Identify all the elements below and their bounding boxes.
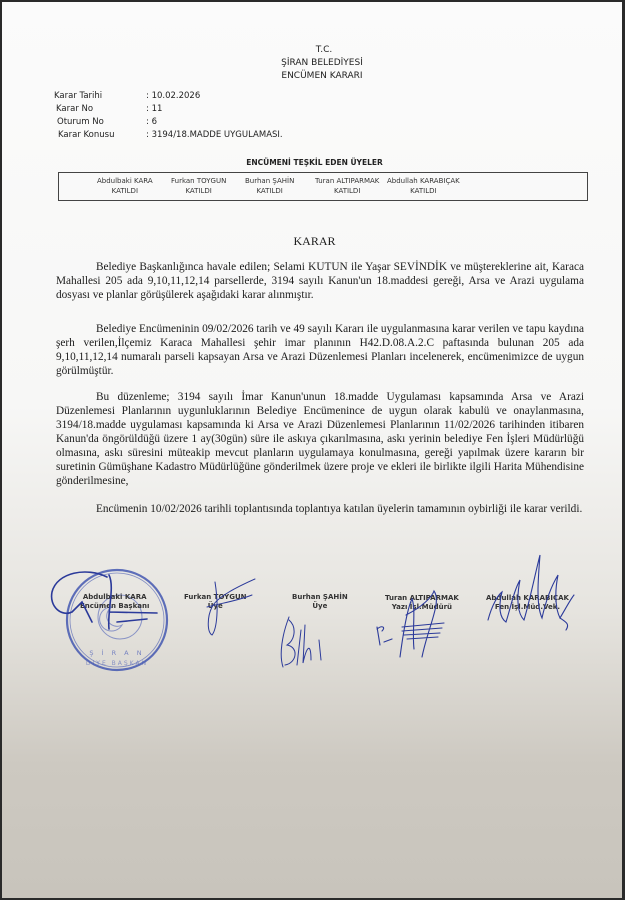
member-item xyxy=(387,176,460,196)
signature-role: Fen İşl.Müd.Vek. xyxy=(494,603,561,611)
meta-label: Karar Tarihi xyxy=(54,91,103,101)
meta-label: Karar Konusu xyxy=(58,130,115,140)
meta-value: : 6 xyxy=(146,117,157,127)
meta-karar-tarihi xyxy=(54,90,200,102)
meta-label: Oturum No xyxy=(57,117,104,127)
decision-paragraph-4 xyxy=(56,502,584,516)
signature-ink-member-4 xyxy=(480,550,580,635)
signature-name: Burhan ŞAHİN xyxy=(292,593,348,601)
signature-name: Turan ALTIPARMAK xyxy=(385,594,459,602)
header-tc: T.C. xyxy=(315,45,333,55)
member-status: KATILDI xyxy=(185,187,212,195)
decision-title: KARAR xyxy=(293,234,336,248)
signature-role: Üye xyxy=(207,602,223,610)
header-municipality: ŞİRAN BELEDİYESİ xyxy=(281,58,363,68)
members-title: ENCÜMENİ TEŞKİL EDEN ÜYELER xyxy=(246,158,383,167)
member-status: KATILDI xyxy=(410,187,437,195)
member-item xyxy=(245,176,294,196)
members-box xyxy=(58,172,588,201)
member-name: Turan ALTIPARMAK xyxy=(315,177,380,185)
member-status: KATILDI xyxy=(256,187,283,195)
signature-ink-member-2 xyxy=(277,615,327,670)
meta-karar-konusu xyxy=(58,129,283,141)
decision-paragraph-1 xyxy=(56,260,584,302)
signature-name: Furkan TOYGUN xyxy=(184,593,247,601)
member-name: Furkan TOYGUN xyxy=(171,177,227,185)
paragraph-text: Belediye Encümeninin 09/02/2026 tarih ve 49 sayılı Kararı ile uygulanmasına karar verilen ve tapu kaydına şerh verilen,İlçemiz Karaca Mahallesi şehir imar planının H42.D.08.A.2.C paftasında bulunan 205 ada 9,10,11,12,14 numaralı parseli kapsayan Arsa ve Arazi Düzenlemesi Planları incelenerek, encümenimizce de uygun görülmüştür. xyxy=(56,323,584,377)
signature-ink-member-1 xyxy=(197,577,257,637)
document-page xyxy=(2,2,622,898)
stamp-text: DİYE BAŞKAN xyxy=(85,660,149,667)
meta-value: : 10.02.2026 xyxy=(146,91,201,101)
meta-karar-no xyxy=(56,103,162,115)
decision-paragraph-2 xyxy=(56,322,584,378)
member-item xyxy=(171,176,226,196)
member-name: Abdulbaki KARA xyxy=(97,177,153,185)
signature-name: Abdullah KARABIÇAK xyxy=(486,594,569,602)
member-item xyxy=(97,176,153,196)
header-doc-type: ENCÜMEN KARARI xyxy=(281,71,363,81)
meta-value: : 3194/18.MADDE UYGULAMASI. xyxy=(146,130,283,140)
member-status: KATILDI xyxy=(333,187,361,195)
member-status: KATILDI xyxy=(111,187,139,195)
signature-ink-member-3 xyxy=(372,587,452,662)
meta-label: Karar No xyxy=(56,104,94,114)
signature-ink-chair xyxy=(47,567,187,647)
member-name: Abdullah KARABIÇAK xyxy=(387,177,460,185)
stamp-text: Ş İ R A N xyxy=(89,649,145,657)
meta-value: : 11 xyxy=(146,104,163,114)
meta-oturum-no xyxy=(57,116,157,128)
signature-name: Abdulbaki KARA xyxy=(82,593,147,601)
signature-role: Üye xyxy=(312,602,328,610)
paragraph-text: Encümenin 10/02/2026 tarihli toplantısında toplantıya katılan üyelerin tamamının oybirliği ile karar verildi. xyxy=(96,503,583,515)
signature-block-member-2 xyxy=(292,593,348,611)
signature-role: Encümen Başkanı xyxy=(80,602,150,610)
signature-role: Yazı İşl.Müdürü xyxy=(391,603,453,611)
paragraph-text: Belediye Başkanlığınca havale edilen; Selami KUTUN ile Yaşar SEVİNDİK ve müştereklerine ait, Karaca Mahallesi 205 ada 9,10,11,12,14 parsellerde, 3194 sayılı Kanun'un 18.maddesi gereği, Arsa ve Arazi uygulama dosyası ve planlar görüşülerek aşağıdaki karar alınmıştır. xyxy=(56,261,584,301)
paragraph-text: Bu düzenleme; 3194 sayılı İmar Kanun'unun 18.madde Uygulaması kapsamında Arsa ve Arazi Düzenlemesi Planlarının uygunluklarının Belediye Encümenince de uygun olarak kabulü ve onaylanmasına, 3194/18.madde uygulaması kapsamında ki Arsa ve Arazi Düzenlemesi Planlarının 11/02/2026 tarihinden itibaren Kanun'da öngörüldüğü üzere 1 ay(30gün) süre ile askıya çıkarılmasına, askı yerinin belediye Fen İşleri Müdürlüğü olmasına, askı süresini müteakip mevcut planların uygulamaya konulmasına, gereği yapılmak üzere kararın bir suretinin Gümüşhane Kadastro Müdürlüğüne gönderilmek üzere proje ve ekleri ile birlikte ilgili Harita Mühendisine gönderilmesine, xyxy=(56,391,584,487)
member-name: Burhan ŞAHİN xyxy=(245,177,295,185)
decision-paragraph-3 xyxy=(56,390,584,488)
member-item xyxy=(315,176,379,196)
